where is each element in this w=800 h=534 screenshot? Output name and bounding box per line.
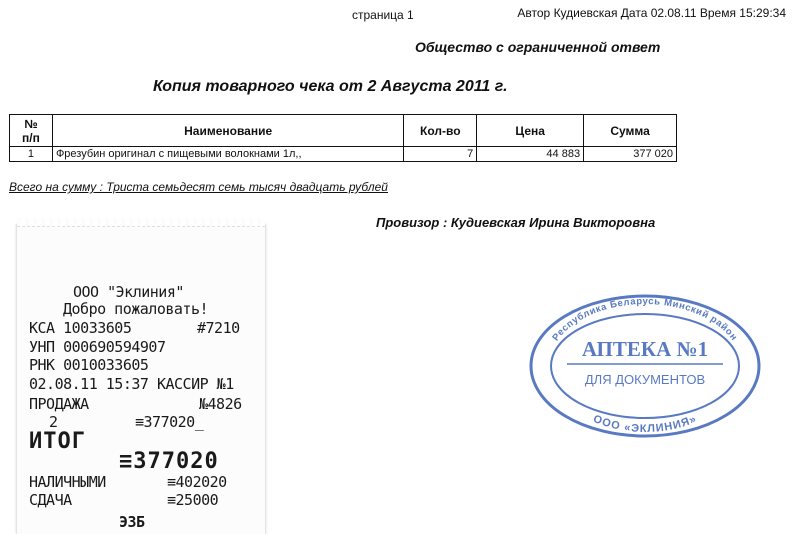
header-name: Наименование — [52, 115, 403, 147]
table-header-row — [10, 115, 677, 147]
cell-name: Фрезубин оригинал с пищевыми волокнами 1л,, — [52, 147, 403, 162]
header-num: № п/п — [10, 115, 53, 147]
cell-qty: 7 — [404, 147, 477, 162]
page-number: страница 1 — [352, 8, 414, 22]
cell-num: 1 — [10, 147, 53, 162]
pharmacy-stamp — [527, 292, 763, 440]
receipt-sale-label: ПРОДАЖА — [29, 395, 89, 413]
stamp-inner-ring — [551, 314, 739, 418]
stamp-graphic — [531, 296, 759, 436]
receipt-cash-value: ≡402020 — [167, 473, 227, 491]
receipt-unp: УНП 000690594907 — [29, 338, 166, 356]
receipt-item-qty: 2 — [49, 413, 58, 431]
cell-price: 44 883 — [477, 147, 584, 162]
receipt-sale-number: №4826 — [199, 395, 242, 413]
stamp-bottom-text: ООО «ЭКЛИНИЯ» — [591, 412, 699, 436]
header-qty: Кол-во — [404, 115, 477, 147]
header-sum: Сумма — [584, 115, 677, 147]
total-in-words: Всего на сумму : Триста семьдесят семь тысяч двадцать рублей — [9, 180, 388, 194]
cell-sum: 377 020 — [584, 147, 677, 162]
receipt-change-label: СДАЧА — [29, 491, 72, 509]
table-row — [10, 147, 677, 162]
receipt-datetime-cashier: 02.08.11 15:37 КАССИР №1 — [29, 375, 234, 393]
document-title: Копия товарного чека от 2 Августа 2011 г. — [153, 78, 508, 95]
stamp-main-text: АПТЕКА №1 — [581, 337, 709, 361]
receipt-item-sum: ≡377020_ — [135, 413, 204, 431]
receipt-total-label: ИТОГ — [29, 429, 86, 454]
stamp-outer-ring — [531, 296, 759, 436]
header-price: Цена — [477, 115, 584, 147]
receipt-change-value: ≡25000 — [167, 491, 219, 509]
page-header — [0, 6, 800, 24]
cash-receipt — [16, 224, 266, 534]
stamp-sub-text: ДЛЯ ДОКУМЕНТОВ — [584, 372, 706, 387]
stamp-outer-text: Республика Беларусь Минский район — [550, 295, 740, 344]
document-meta: Автор Кудиевская Дата 02.08.11 Время 15:29:34 — [517, 6, 786, 20]
organization-name: Общество с ограниченной ответ — [415, 39, 661, 55]
receipt-rnk: РНК 0010033605 — [29, 356, 149, 374]
pharmacist-signature-line: Провизор : Кудиевская Ирина Викторовна — [376, 215, 656, 230]
receipt-bottom-mark: ЭЗБ — [119, 513, 145, 531]
receipt-ksa-number: #7210 — [197, 319, 240, 337]
receipt-cash-label: НАЛИЧНЫМИ — [29, 473, 106, 491]
receipt-company: ООО "Эклиния" — [73, 283, 184, 301]
receipt-welcome: Добро пожаловать! — [63, 300, 209, 318]
receipt-ksa: КСА 10033605 — [29, 319, 132, 337]
items-table — [9, 114, 677, 162]
receipt-total-value: ≡377020 — [119, 449, 219, 474]
